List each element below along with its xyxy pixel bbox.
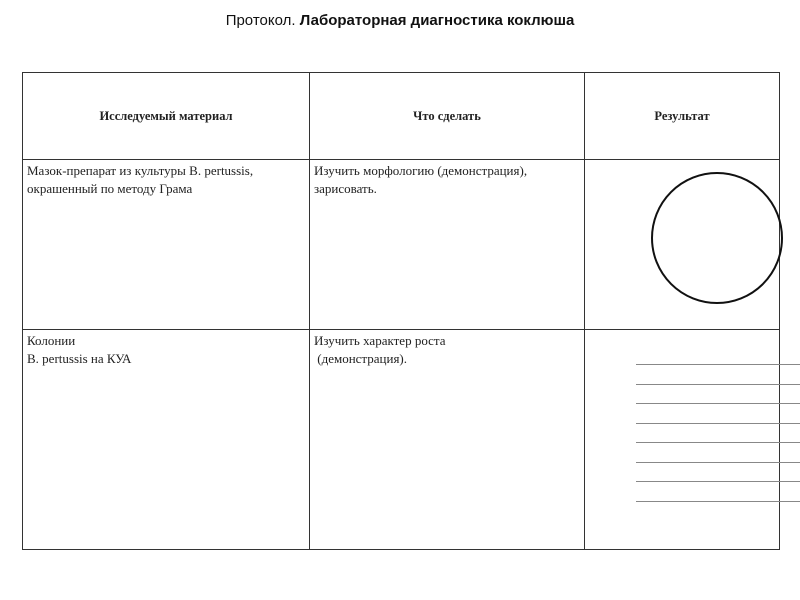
material-line: Колонии (27, 333, 76, 348)
title-prefix: Протокол. (225, 12, 296, 29)
title-main: Лабораторная диагностика коклюша (299, 12, 575, 29)
header-row (23, 73, 780, 160)
page-title (0, 12, 800, 29)
task-line: (демонстрация). (314, 351, 407, 366)
header-task: Что сделать (310, 73, 585, 160)
answer-line (636, 385, 800, 405)
header-material: Исследуемый материал (23, 73, 310, 160)
table-row (23, 160, 780, 330)
table-row (23, 330, 780, 550)
cell-task: Изучить морфологию (демонстрация), зарисовать. (310, 160, 585, 330)
answer-line (636, 443, 800, 463)
cell-result (585, 160, 780, 330)
cell-material: Мазок-препарат из культуры B. pertussis, окрашенный по методу Грама (23, 160, 310, 330)
answer-line (636, 404, 800, 424)
cell-material (23, 330, 310, 550)
protocol-table (22, 72, 780, 550)
answer-line (636, 463, 800, 483)
answer-line (636, 424, 800, 444)
task-line: Изучить характер роста (314, 333, 446, 348)
cell-task (310, 330, 585, 550)
answer-line (636, 365, 800, 385)
answer-lines[interactable] (636, 364, 800, 502)
drawing-circle[interactable] (651, 172, 783, 304)
answer-line (636, 482, 800, 502)
material-line: B. pertussis на КУА (27, 351, 132, 366)
header-result: Результат (585, 73, 780, 160)
cell-result (585, 330, 780, 550)
